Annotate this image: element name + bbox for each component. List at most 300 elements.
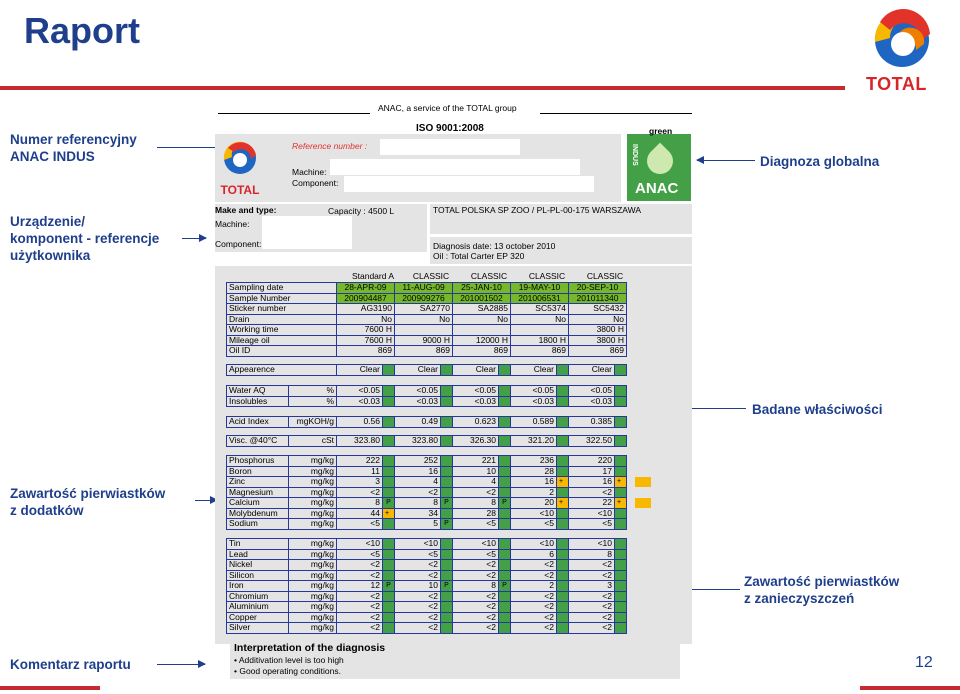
row-label: Working time [227, 325, 337, 336]
flag-cell [557, 581, 569, 592]
row-label: Sodium [227, 519, 289, 530]
unit-cell: mg/kg [289, 623, 337, 634]
flag-cell [615, 487, 627, 498]
flag-cell [441, 591, 453, 602]
unit-cell: % [289, 396, 337, 407]
flag-cell [499, 466, 511, 477]
value-cell: 3 [337, 477, 383, 488]
flag-cell [615, 581, 627, 592]
flag-cell [615, 456, 627, 467]
value-cell [453, 325, 511, 336]
value-cell: 10 [395, 581, 441, 592]
value-cell: 321.20 [511, 436, 557, 447]
flag-cell [615, 623, 627, 634]
value-cell: Clear [395, 365, 441, 376]
column-header: CLASSIC [412, 271, 450, 281]
row-label: Sample Number [227, 293, 337, 304]
value-cell: <2 [337, 602, 383, 613]
row-label: Molybdenum [227, 508, 289, 519]
flag-cell [383, 396, 395, 407]
flag-cell [615, 560, 627, 571]
diagnosis-date: Diagnosis date: 13 october 2010 [433, 241, 556, 251]
value-cell: 5 [395, 519, 441, 530]
additives-label-line1: Zawartość pierwiastków [10, 486, 166, 501]
flag-cell [441, 623, 453, 634]
value-cell: <2 [569, 602, 615, 613]
value-cell: 0.385 [569, 417, 615, 428]
flag-cell [441, 436, 453, 447]
row-label: Zinc [227, 477, 289, 488]
value-cell: <10 [511, 539, 557, 550]
additives-label-line2: z dodatków [10, 503, 84, 518]
flag-cell [557, 365, 569, 376]
value-cell: Clear [337, 365, 383, 376]
value-cell: <10 [511, 508, 557, 519]
interpretation-item-1: • Additivation level is too high [234, 655, 344, 665]
info-table [226, 282, 627, 357]
flag-cell [441, 539, 453, 550]
flag-cell [441, 602, 453, 613]
flag-cell [441, 456, 453, 467]
value-cell: 201001502 [453, 293, 511, 304]
data-row [227, 612, 627, 623]
value-cell: <2 [453, 612, 499, 623]
flag-cell: P [441, 498, 453, 509]
value-cell: 221 [453, 456, 499, 467]
flag-cell [499, 487, 511, 498]
unit-cell: mg/kg [289, 591, 337, 602]
flag-cell [499, 570, 511, 581]
visc-table [226, 435, 627, 447]
value-cell: 20-SEP-10 [569, 283, 627, 294]
company-name: TOTAL POLSKA SP ZOO / PL-PL-00-175 WARSZAWA [433, 205, 642, 215]
data-row [227, 560, 627, 571]
ref-label-line1: Numer referencyjny [10, 132, 137, 147]
unit-cell: mgKOH/g [289, 417, 337, 428]
value-cell: <2 [511, 570, 557, 581]
flag-cell [383, 436, 395, 447]
value-cell: 25-JAN-10 [453, 283, 511, 294]
flag-cell [499, 623, 511, 634]
value-cell: 2 [511, 487, 557, 498]
row-label: Appearence [227, 365, 337, 376]
flag-cell [383, 487, 395, 498]
value-cell: 22 [569, 498, 615, 509]
comment-label: Komentarz raportu [10, 657, 131, 672]
unit-cell: mg/kg [289, 477, 337, 488]
value-cell: <2 [569, 623, 615, 634]
flag-cell [383, 623, 395, 634]
value-cell: <2 [453, 560, 499, 571]
ref-number-label [10, 131, 137, 165]
row-label: Tin [227, 539, 289, 550]
value-cell: <0.03 [511, 396, 557, 407]
value-cell: 0.623 [453, 417, 499, 428]
flag-cell: + [615, 477, 627, 488]
value-cell: 34 [395, 508, 441, 519]
value-cell: 20 [511, 498, 557, 509]
flag-cell [383, 539, 395, 550]
value-cell: <0.05 [453, 386, 499, 397]
value-cell: <0.05 [569, 386, 615, 397]
value-cell: <5 [511, 519, 557, 530]
data-row [227, 386, 627, 397]
indus-label: INDUS [631, 144, 638, 166]
value-cell: 44 [337, 508, 383, 519]
row-label: Chromium [227, 591, 289, 602]
ref-label-line2: ANAC INDUS [10, 149, 95, 164]
capacity-label: Capacity : 4500 L [328, 206, 395, 216]
value-cell: <2 [337, 487, 383, 498]
value-cell: 8 [395, 498, 441, 509]
flag-cell [557, 539, 569, 550]
anac-badge [627, 126, 691, 201]
value-cell: <2 [511, 602, 557, 613]
unit-cell: mg/kg [289, 508, 337, 519]
value-cell: <2 [453, 602, 499, 613]
value-cell: <2 [395, 487, 441, 498]
interp-item-text-1: Additivation level is too high [238, 655, 344, 665]
value-cell: 12 [337, 581, 383, 592]
flag-cell [557, 623, 569, 634]
value-cell: <5 [337, 549, 383, 560]
value-cell: 16 [395, 466, 441, 477]
value-cell: <0.05 [511, 386, 557, 397]
flag-cell: P [499, 581, 511, 592]
row-label: Sticker number [227, 304, 337, 315]
value-cell: <2 [395, 591, 441, 602]
value-cell: 252 [395, 456, 441, 467]
value-cell: <2 [395, 602, 441, 613]
service-rule-right [540, 113, 692, 114]
value-cell: No [395, 314, 453, 325]
reference-number-label: Reference number : [292, 141, 368, 151]
value-cell: <2 [395, 612, 441, 623]
flag-cell [499, 436, 511, 447]
flag-cell [557, 417, 569, 428]
extra-flag-box [635, 498, 651, 508]
value-cell: <2 [511, 560, 557, 571]
value-cell: <5 [453, 549, 499, 560]
column-header: Standard A [351, 271, 395, 281]
value-cell: <5 [337, 519, 383, 530]
flag-cell [383, 519, 395, 530]
value-cell: 201011340 [569, 293, 627, 304]
value-cell: <2 [453, 487, 499, 498]
flag-cell [499, 477, 511, 488]
device-label-line1: Urządzenie/ [10, 214, 86, 229]
value-cell: <2 [569, 591, 615, 602]
flag-cell [499, 591, 511, 602]
flag-cell [383, 417, 395, 428]
machine2-label: Machine: [215, 219, 250, 229]
value-cell: 11 [337, 466, 383, 477]
flag-cell [615, 519, 627, 530]
arrow-comment [157, 664, 205, 665]
value-cell: <0.03 [569, 396, 615, 407]
flag-cell [615, 466, 627, 477]
flag-cell [615, 436, 627, 447]
value-cell: Clear [569, 365, 615, 376]
unit-cell: mg/kg [289, 466, 337, 477]
contaminants-label-line1: Zawartość pierwiastków [744, 574, 900, 589]
flag-cell [499, 519, 511, 530]
make-field [262, 216, 352, 249]
value-cell: <2 [569, 560, 615, 571]
value-cell: 1800 H [511, 335, 569, 346]
flag-cell [383, 602, 395, 613]
value-cell: 236 [511, 456, 557, 467]
value-cell: <2 [453, 570, 499, 581]
flag-cell: + [557, 498, 569, 509]
flag-cell [615, 602, 627, 613]
flag-cell [441, 549, 453, 560]
value-cell: No [337, 314, 395, 325]
flag-cell [615, 570, 627, 581]
value-cell: <2 [337, 591, 383, 602]
flag-cell [441, 417, 453, 428]
value-cell: 10 [453, 466, 499, 477]
flag-cell [383, 560, 395, 571]
value-cell: <0.03 [337, 396, 383, 407]
device-label [10, 213, 159, 264]
value-cell: 869 [511, 346, 569, 357]
flag-cell [383, 386, 395, 397]
flag-cell [557, 456, 569, 467]
unit-cell: mg/kg [289, 549, 337, 560]
page-title: Raport [24, 10, 140, 51]
contaminants-label [744, 573, 899, 607]
report-sheet [210, 96, 700, 686]
data-row [227, 436, 627, 447]
data-row [227, 477, 627, 488]
value-cell: <5 [395, 549, 441, 560]
value-cell: 0.56 [337, 417, 383, 428]
info-row [227, 304, 627, 315]
unit-cell: mg/kg [289, 456, 337, 467]
value-cell: 869 [453, 346, 511, 357]
value-cell: 9000 H [395, 335, 453, 346]
bottom-left-divider [0, 686, 100, 690]
flag-cell [499, 456, 511, 467]
value-cell: <10 [569, 508, 615, 519]
info-row [227, 325, 627, 336]
value-cell: No [453, 314, 511, 325]
value-cell: 4 [395, 477, 441, 488]
value-cell: <2 [511, 591, 557, 602]
value-cell: 11-AUG-09 [395, 283, 453, 294]
row-label: Aluminium [227, 602, 289, 613]
brand-name: TOTAL [866, 74, 927, 94]
row-label: Silicon [227, 570, 289, 581]
green-label: green [649, 126, 673, 136]
value-cell: <0.03 [395, 396, 441, 407]
machine-label: Machine: [292, 167, 327, 177]
flag-cell [441, 560, 453, 571]
top-divider [0, 86, 845, 90]
flag-cell: P [499, 498, 511, 509]
flag-cell [615, 396, 627, 407]
data-row [227, 508, 627, 519]
value-cell: 28 [453, 508, 499, 519]
value-cell: 869 [569, 346, 627, 357]
value-cell: 8 [569, 549, 615, 560]
svg-text:TOTAL: TOTAL [220, 183, 260, 197]
value-cell: 869 [337, 346, 395, 357]
unit-cell: mg/kg [289, 487, 337, 498]
service-rule-left [218, 113, 370, 114]
service-line: ANAC, a service of the TOTAL group [378, 103, 517, 113]
additives-label [10, 485, 165, 519]
unit-cell: mg/kg [289, 612, 337, 623]
value-cell: <2 [569, 612, 615, 623]
flag-cell: + [557, 477, 569, 488]
flag-cell [383, 365, 395, 376]
value-cell: <2 [569, 487, 615, 498]
flag-cell [557, 612, 569, 623]
flag-cell [383, 466, 395, 477]
row-label: Sampling date [227, 283, 337, 294]
value-cell: 16 [511, 477, 557, 488]
value-cell: 0.589 [511, 417, 557, 428]
flag-cell [499, 386, 511, 397]
row-label: Calcium [227, 498, 289, 509]
flag-cell [615, 539, 627, 550]
value-cell: <2 [453, 623, 499, 634]
data-row [227, 498, 627, 509]
device-label-line2: komponent - referencje [10, 231, 160, 246]
value-cell: 200904487 [337, 293, 395, 304]
value-cell: <5 [453, 519, 499, 530]
reference-number-field [380, 139, 520, 155]
flag-cell [557, 570, 569, 581]
unit-cell: mg/kg [289, 560, 337, 571]
column-header: CLASSIC [586, 271, 624, 281]
flag-cell [441, 477, 453, 488]
contaminants-label-line2: z zanieczyszczeń [744, 591, 855, 606]
value-cell: 201006531 [511, 293, 569, 304]
data-row [227, 539, 627, 550]
flag-cell [441, 487, 453, 498]
value-cell: 6 [511, 549, 557, 560]
unit-cell: mg/kg [289, 539, 337, 550]
flag-cell [557, 549, 569, 560]
value-cell: 323.80 [395, 436, 441, 447]
flag-cell [383, 570, 395, 581]
unit-cell: mg/kg [289, 570, 337, 581]
data-row [227, 396, 627, 407]
bottom-right-divider [860, 686, 960, 690]
flag-cell [383, 591, 395, 602]
info-row [227, 283, 627, 294]
value-cell: 8 [337, 498, 383, 509]
arrow-global [697, 160, 755, 161]
flag-cell [441, 365, 453, 376]
flag-cell [615, 591, 627, 602]
value-cell: 28-APR-09 [337, 283, 395, 294]
flag-cell [499, 365, 511, 376]
info-row [227, 346, 627, 357]
flag-cell [441, 466, 453, 477]
interpretation-item-2: • Good operating conditions. [234, 666, 341, 676]
value-cell: 8 [453, 581, 499, 592]
unit-cell: mg/kg [289, 581, 337, 592]
data-row [227, 581, 627, 592]
flag-cell [557, 519, 569, 530]
row-label: Mileage oil [227, 335, 337, 346]
value-cell [511, 325, 569, 336]
value-cell: 19-MAY-10 [511, 283, 569, 294]
info-row [227, 293, 627, 304]
value-cell: 323.80 [337, 436, 383, 447]
properties-label: Badane właściwości [752, 402, 883, 417]
unit-cell: mg/kg [289, 498, 337, 509]
water-table [226, 385, 627, 407]
value-cell: Clear [511, 365, 557, 376]
iso-label: ISO 9001:2008 [416, 123, 484, 134]
extra-flag-box [635, 477, 651, 487]
unit-cell: % [289, 386, 337, 397]
data-row [227, 591, 627, 602]
data-row [227, 417, 627, 428]
value-cell: 326.30 [453, 436, 499, 447]
flag-cell [441, 508, 453, 519]
value-cell: SC5374 [511, 304, 569, 315]
flag-cell: P [383, 498, 395, 509]
unit-cell: cSt [289, 436, 337, 447]
flag-cell [499, 396, 511, 407]
value-cell: 7600 H [337, 325, 395, 336]
flag-cell [383, 456, 395, 467]
flag-cell [499, 602, 511, 613]
value-cell: <10 [395, 539, 441, 550]
flag-cell [615, 549, 627, 560]
column-header: CLASSIC [528, 271, 566, 281]
value-cell: <10 [337, 539, 383, 550]
flag-cell [557, 602, 569, 613]
row-label: Nickel [227, 560, 289, 571]
row-label: Boron [227, 466, 289, 477]
column-header: CLASSIC [470, 271, 508, 281]
value-cell: SA2885 [453, 304, 511, 315]
flag-cell [499, 560, 511, 571]
interpretation-title: Interpretation of the diagnosis [234, 642, 386, 654]
row-label: Drain [227, 314, 337, 325]
flag-cell [615, 365, 627, 376]
oil-name: Oil : Total Carter EP 320 [433, 251, 525, 261]
flag-cell: P [441, 581, 453, 592]
data-row [227, 602, 627, 613]
value-cell: 2 [511, 581, 557, 592]
data-row [227, 623, 627, 634]
value-cell: <2 [337, 560, 383, 571]
interp-item-text-2: Good operating conditions. [239, 666, 341, 676]
value-cell: SC5432 [569, 304, 627, 315]
value-cell: No [569, 314, 627, 325]
value-cell: <10 [453, 539, 499, 550]
anac-logo-text: ANAC [635, 180, 679, 197]
value-cell: <5 [569, 519, 615, 530]
component-field [344, 176, 594, 192]
value-cell: 17 [569, 466, 615, 477]
value-cell: <2 [395, 560, 441, 571]
value-cell: 12000 H [453, 335, 511, 346]
flag-cell [441, 386, 453, 397]
row-label: Phosphorus [227, 456, 289, 467]
arrow-device [182, 238, 206, 239]
value-cell: 8 [453, 498, 499, 509]
device-label-line3: użytkownika [10, 248, 91, 263]
